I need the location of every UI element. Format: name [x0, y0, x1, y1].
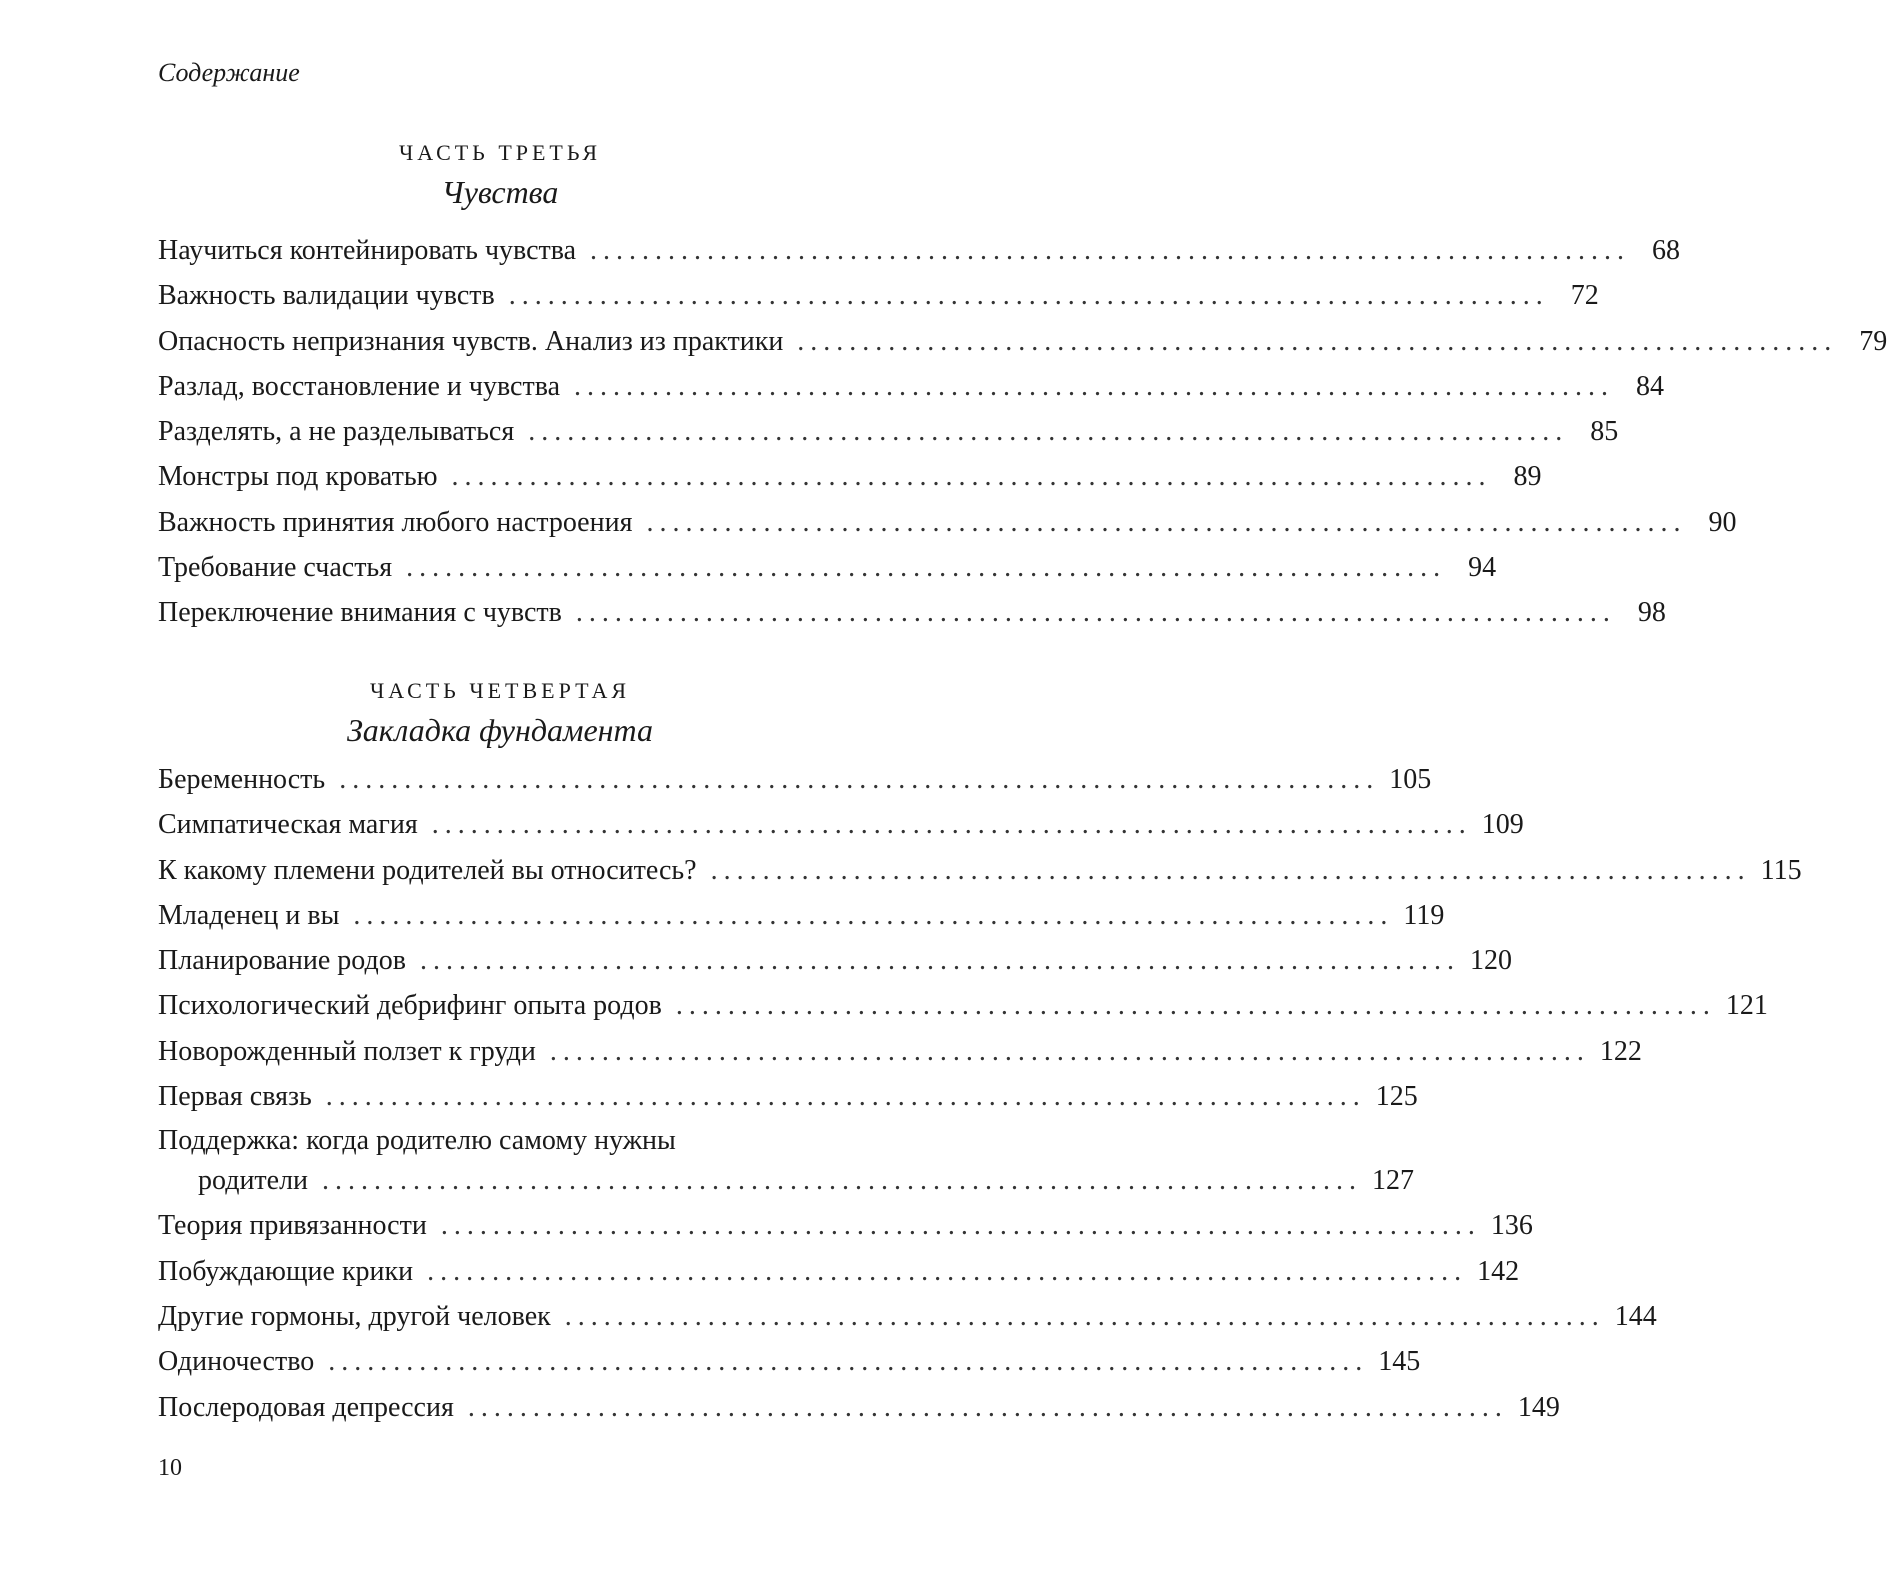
toc-entry: [158, 545, 1497, 590]
toc-entry: [158, 228, 1681, 273]
toc-entry-title: Важность валидации чувств: [158, 280, 495, 312]
toc-entry-title: Опасность непризнания чувств. Анализ из практики: [158, 325, 784, 357]
toc-entry: [158, 590, 1666, 635]
toc-entry: [158, 409, 1619, 454]
toc-entry-title: Монстры под кроватью: [158, 461, 438, 493]
toc-entry: [158, 1339, 1421, 1384]
part-3-title: Чувства: [441, 174, 559, 210]
toc-entry-page: 94: [1468, 552, 1497, 584]
toc-entry-title: Послеродовая депрессия: [158, 1391, 454, 1423]
toc-entry-title: Побуждающие крики: [158, 1255, 414, 1287]
toc-entry: [158, 454, 1542, 499]
dot-leader: ................................................................................: [353, 899, 1394, 931]
toc-entry-title: Другие гормоны, другой человек: [158, 1300, 551, 1332]
toc-entry-title: Теория привязанности: [158, 1210, 427, 1242]
dot-leader: ................................................................................: [322, 1165, 1363, 1197]
toc-entry-page: 136: [1490, 1210, 1533, 1242]
running-head: Содержание: [158, 58, 300, 87]
toc-entry: [158, 983, 1768, 1028]
toc-entry-page: 125: [1375, 1081, 1418, 1113]
toc-entry-page: 84: [1636, 370, 1664, 402]
toc-entry: [158, 802, 1524, 847]
dot-leader: ................................................................................: [406, 552, 1447, 584]
toc-entry: [158, 500, 1737, 545]
dot-leader: ................................................................................: [528, 416, 1569, 448]
toc-entry-page: 109: [1481, 809, 1524, 841]
toc-entry: [158, 757, 1432, 802]
toc-entry: [158, 1203, 1533, 1248]
toc-entry-page: 149: [1517, 1391, 1560, 1423]
toc-entry-title: Научиться контейнировать чувства: [158, 235, 577, 266]
toc-entry: [158, 1074, 1418, 1119]
toc-entry-title: Поддержка: когда родителю самому нужны: [158, 1125, 676, 1157]
toc-entry-page: 115: [1760, 854, 1802, 886]
dot-leader: ................................................................................: [451, 461, 1492, 493]
toc-entry-page: 90: [1708, 506, 1737, 538]
toc-entry-page: 145: [1378, 1346, 1421, 1378]
toc-entry-page: 68: [1652, 235, 1681, 266]
dot-leader: ................................................................................: [675, 990, 1716, 1022]
dot-leader: ................................................................................: [431, 809, 1472, 841]
toc-entry-title: Важность принятия любого настроения: [158, 506, 633, 538]
dot-leader: ................................................................................: [564, 1300, 1605, 1332]
toc-entry-title: Разделять, а не разделываться: [158, 416, 515, 448]
dot-leader: ................................................................................: [419, 945, 1460, 977]
toc-entry-page: 144: [1614, 1300, 1657, 1332]
toc-entry-page: 89: [1513, 461, 1542, 493]
part-4-label: ЧАСТЬ ЧЕТВЕРТАЯ: [369, 678, 631, 703]
part-4-title: Закладка фундамента: [346, 712, 654, 748]
toc-entry: [158, 1119, 1415, 1203]
toc-entry: [158, 1249, 1520, 1294]
toc-entry: [158, 1029, 1642, 1074]
dot-leader: ................................................................................: [325, 1081, 1366, 1113]
toc-entry-title: Первая связь: [158, 1081, 312, 1113]
toc-entry-page: 79: [1859, 325, 1887, 357]
toc-entry-title: Одиночество: [158, 1346, 315, 1378]
toc-entry-page: 105: [1389, 764, 1432, 795]
dot-leader: ................................................................................: [508, 280, 1549, 312]
toc-entry-page: 72: [1570, 280, 1599, 312]
dot-leader: ................................................................................: [440, 1210, 1481, 1242]
dot-leader: ................................................................................: [574, 370, 1614, 402]
dot-leader: ................................................................................: [797, 325, 1838, 357]
toc-entry: [158, 273, 1599, 318]
part-3-label: ЧАСТЬ ТРЕТЬЯ: [398, 140, 602, 165]
toc-entry-page: 120: [1469, 945, 1512, 977]
toc-entry-page: 85: [1590, 416, 1619, 448]
toc-entry-title-continuation: родители: [198, 1165, 309, 1197]
dot-leader: ................................................................................: [467, 1391, 1508, 1423]
toc-entry-title: Беременность: [158, 764, 326, 795]
dot-leader: ................................................................................: [339, 764, 1380, 795]
toc-entry-title: Симпатическая магия: [158, 809, 418, 841]
dot-leader: ................................................................................: [427, 1255, 1468, 1287]
toc-entry: [158, 319, 1887, 364]
toc-entry-title: Планирование родов: [158, 945, 406, 977]
toc-entry-page: 122: [1599, 1035, 1642, 1067]
dot-leader: ................................................................................: [710, 854, 1751, 886]
dot-leader: ................................................................................: [575, 597, 1616, 629]
toc-entry-title: К какому племени родителей вы относитесь?: [158, 854, 697, 886]
toc-part-4-list: [158, 757, 1802, 1430]
toc-entry: [158, 1294, 1657, 1339]
dot-leader: ................................................................................: [590, 235, 1631, 266]
toc-entry-page: 98: [1637, 597, 1666, 629]
toc-entry-page: 119: [1403, 899, 1445, 931]
toc-entry-title: Психологический дебрифинг опыта родов: [158, 990, 662, 1022]
toc-entry-page: 127: [1372, 1165, 1415, 1197]
toc-entry-title: Младенец и вы: [158, 899, 340, 931]
toc-entry-page: 121: [1725, 990, 1768, 1022]
dot-leader: ................................................................................: [549, 1035, 1590, 1067]
toc-entry-title: Переключение внимания с чувств: [158, 597, 562, 629]
toc-entry-page: 142: [1477, 1255, 1520, 1287]
toc-entry-title: Требование счастья: [158, 552, 393, 584]
toc-part-3-list: [158, 228, 1887, 636]
toc-entry-title: Разлад, восстановление и чувства: [158, 370, 560, 402]
page-number: 10: [158, 1455, 182, 1481]
toc-entry-title: Новорожденный ползет к груди: [158, 1035, 536, 1067]
toc-entry: [158, 893, 1445, 938]
toc-entry: [158, 848, 1802, 893]
dot-leader: ................................................................................: [328, 1346, 1369, 1378]
toc-entry: [158, 1385, 1560, 1430]
toc-entry: [158, 364, 1664, 409]
toc-entry: [158, 938, 1512, 983]
dot-leader: ................................................................................: [646, 506, 1687, 538]
